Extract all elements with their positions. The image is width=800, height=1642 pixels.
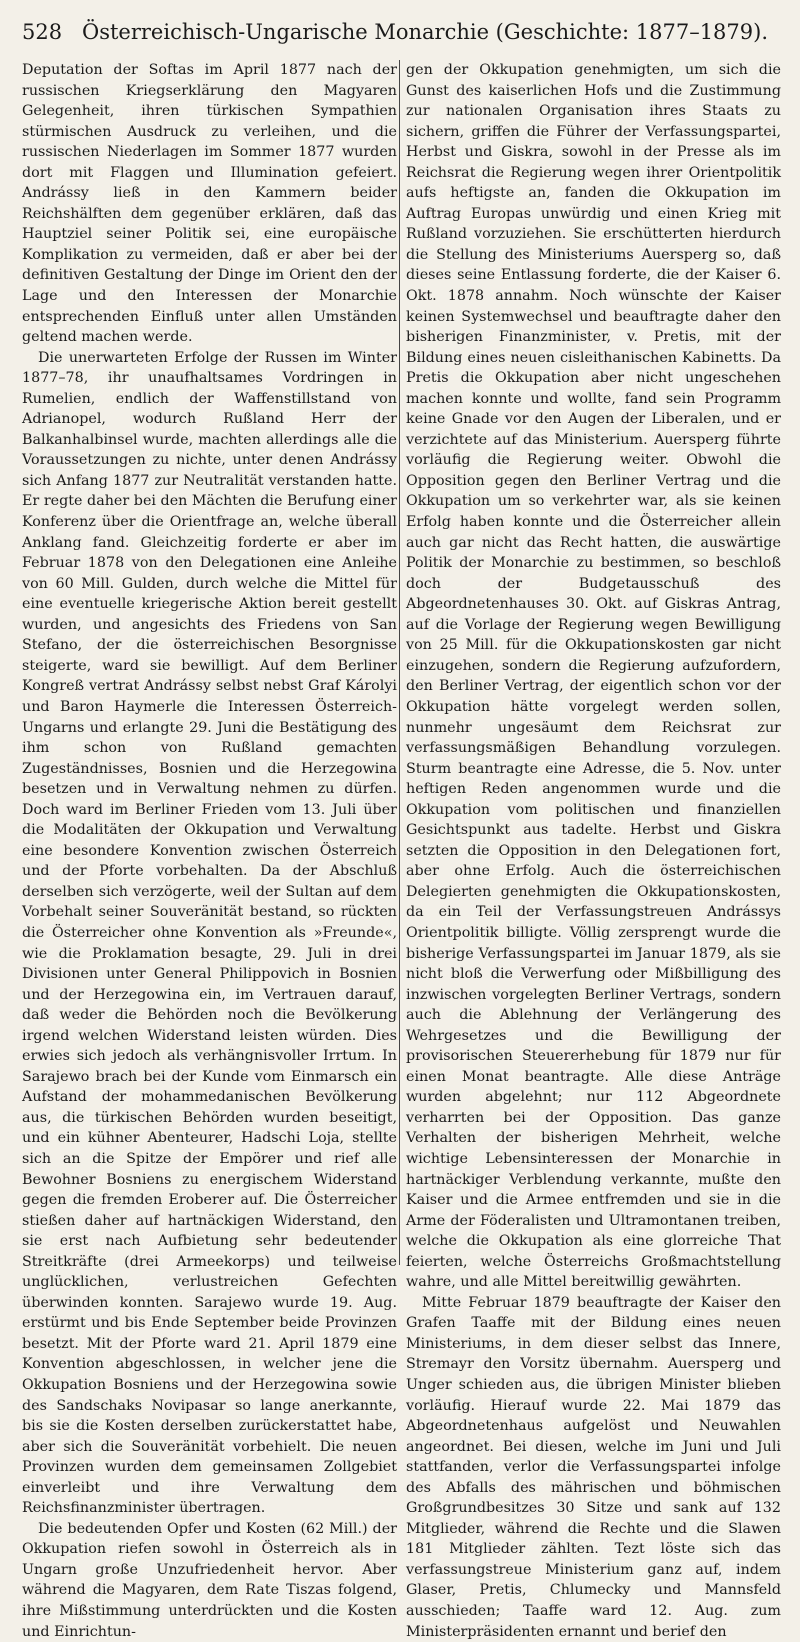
right-column (406, 60, 781, 1640)
paragraph: Mitte Februar 1879 beauftragte der Kaiser den Grafen Taaffe mit der Bildung eines neuen Ministeriums, in dem dieser selbst das Innere, Stremayr den Vorsitz übernahm. Auersperg und Unger schieden aus, die übrigen Minister blieben vorläufig. Hierauf wurde 22. Mai 1879 das Abgeordnetenhaus aufgelöst und Neuwahlen angeordnet. Bei diesen, welche im Juni und Juli stattfanden, verlor die Verfassungspartei infolge des Abfalls des mährischen und böhmischen Großgrundbesitzes 30 Sitze und sank auf 132 Mitglieder, während die Rechte und die Slawen 181 Mitglieder zählten. Tezt löste sich das verfassungstreue Ministerium ganz auf, indem Glaser, Pretis, Chlumecky und Mannsfeld ausschieden; Taaffe ward 12. Aug. zum Ministerpräsidenten ernannt und berief den (406, 1294, 781, 1640)
paragraph: Deputation der Softas im April 1877 nach der russischen Kriegserklärung den Magyaren Gelegenheit, ihren türkischen Sympathien stürmischen Ausdruck zu verleihen, und die russischen Niederlagen im Sommer 1877 wurden dort mit Flaggen und Illumination gefeiert. Andrássy ließ in den Kammern beider Reichshälften dem gegenüber erklären, daß das Hauptziel seiner Politik sei, eine europäische Komplikation zu vermeiden, daß er aber bei der definitiven Gestaltung der Dinge im Orient den der Lage und den Interessen der Monarchie entsprechenden Einfluß unter allen Umständen geltend machen werde. (22, 62, 397, 346)
paragraph: Die bedeutenden Opfer und Kosten (62 Mill.) der Okkupation riefen sowohl in Österreich als in Ungarn große Unzufriedenheit hervor. Aber während die Magyaren, dem Rate Tiszas folgend, ihre Mißstimmung unterdrückten und die Kosten und Einrichtun- (22, 1520, 397, 1640)
running-title: Österreichisch-Ungarische Monarchie (Geschichte: 1877–1879). (81, 20, 769, 44)
page-header (22, 14, 778, 50)
column-divider (399, 60, 400, 1265)
paragraph: gen der Okkupation genehmigten, um sich die Gunst des kaiserlichen Hofs und die Zustimmung zur nationalen Organisation ihres Staats zu sichern, griffen die Führer der Verfassungspartei, Herbst und Giskra, sowohl in der Presse als im Reichsrat die Regierung wegen ihrer Orientpolitik aufs heftigste an, fanden die Okkupation im Auftrag Europas unwürdig und einen Krieg mit Rußland vorzuziehen. Sie erschütterten hierdurch die Stellung des Ministeriums Auersperg so, daß dieses seine Entlassung forderte, die der Kaiser 6. Okt. 1878 annahm. Noch wünschte der Kaiser keinen Systemwechsel und beauftragte daher den bisherigen Finanzminister, v. Pretis, mit der Bildung eines neuen cisleithanischen Kabinetts. Da Pretis die Okkupation aber nicht ungeschehen machen konnte und wollte, fand sein Programm keine Gnade vor den Augen der Liberalen, und er verzichtete auf das Ministerium. Auersperg führte vorläufig die Regierung weiter. Obwohl die Opposition gegen den Berliner Vertrag und die Okkupation um so verkehrter war, als sie keinen Erfolg haben konnte und die Österreicher allein auch gar nicht das Recht hatten, die auswärtige Politik der Monarchie zu bestimmen, so beschloß doch der Budgetausschuß des Abgeordnetenhauses 30. Okt. auf Giskras Antrag, auf die Vorlage der Regierung wegen Bewilligung von 25 Mill. für die Okkupationskosten gar nicht einzugehen, sondern die Regierung aufzufordern, den Berliner Vertrag, der eigentlich schon vor der Okkupation hätte vorgelegt werden sollen, nunmehr ungesäumt dem Reichsrat zur verfassungsmäßigen Behandlung vorzulegen. Sturm beantragte eine Adresse, die 5. Nov. unter heftigen Reden angenommen wurde und die Okkupation vom politischen und finanziellen Gesichtspunkt aus tadelte. Herbst und Giskra setzten die Opposition in den Delegationen fort, aber ohne Erfolg. Auch die österreichischen Delegierten genehmigten die Okkupationskosten, da ein Teil der Verfassungstreuen Andrássys Orientpolitik billigte. Völlig zersprengt wurde die bisherige Verfassungspartei im Januar 1879, als sie nicht bloß die Verwerfung oder Mißbilligung des inzwischen vorgelegten Berliner Vertrags, sondern auch die Ablehnung der Verlängerung des Wehrgesetzes und die Bewilligung der provisorischen Steuererhebung für 1879 nur für einen Monat beantragte. Alle diese Anträge wurden abgelehnt; nur 112 Abgeordnete verharrten bei der Opposition. Das ganze Verhalten der bisherigen Mehrheit, welche wichtige Lebensinteressen der Monarchie in hartnäckiger Verblendung verkannte, mußte den Kaiser und die Armee entfremden und sie in die Arme der Föderalisten und Ultramontanen treiben, welche die Okkupation als eine glorreiche That feierten, welche Österreichs Großmachtstellung wahre, und alle Mittel bereitwillig gewährten. (406, 62, 781, 1291)
left-column (22, 60, 397, 1640)
paragraph: Die unerwarteten Erfolge der Russen im Winter 1877–78, ihr unaufhaltsames Vordringen in Rumelien, endlich der Waffenstillstand von Adrianopel, wodurch Rußland Herr der Balkanhalbinsel wurde, machten allerdings alle die Voraussetzungen zu nichte, unter denen Andrássy sich Anfang 1877 zur Neutralität verstanden hatte. Er regte daher bei den Mächten die Berufung einer Konferenz über die Orientfrage an, welche überall Anklang fand. Gleichzeitig forderte er aber im Februar 1878 von den Delegationen eine Anleihe von 60 Mill. Gulden, durch welche die Mittel für eine eventuelle kriegerische Aktion bereit gestellt wurden, und angesichts des Friedens von San Stefano, der die österreichischen Besorgnisse steigerte, ward sie bewilligt. Auf dem Berliner Kongreß vertrat Andrássy selbst nebst Graf Károlyi und Baron Haymerle die Interessen Österreich-Ungarns und erlangte 29. Juni die Bestätigung des ihm schon von Rußland gemachten Zugeständnisses, Bosnien und die Herzegowina besetzen und in Verwaltung nehmen zu dürfen. Doch ward im Berliner Frieden vom 13. Juli über die Modalitäten der Okkupation und Verwaltung eine besondere Konvention zwischen Österreich und der Pforte vorbehalten. Da der Abschluß derselben sich verzögerte, weil der Sultan auf dem Vorbehalt seiner Souveränität bestand, so rückten die Österreicher ohne Konvention als »Freunde«, wie die Proklamation besagte, 29. Juli in drei Divisionen unter General Philippovich in Bosnien und der Herzegowina ein, im Vertrauen darauf, daß weder die Behörden noch die Bevölkerung irgend welchen Widerstand leisten würden. Dies erwies sich jedoch als verhängnisvoller Irrtum. In Sarajewo brach bei der Kunde vom Einmarsch ein Aufstand der mohammedanischen Bevölkerung aus, die türkischen Behörden wurden beseitigt, und ein kühner Abenteurer, Hadschi Loja, stellte sich an die Spitze der Empörer und rief alle Bewohner Bosniens zu energischem Widerstand gegen die fremden Eroberer auf. Die Österreicher stießen daher auf hartnäckigen Widerstand, den sie erst nach Aufbietung sehr bedeutender Streitkräfte (drei Armeekorps) und teilweise unglücklichen, verlustreichen Gefechten überwinden konnten. Sarajewo wurde 19. Aug. erstürmt und bis Ende September beide Provinzen besetzt. Mit der Pforte ward 21. April 1879 eine Konvention abgeschlossen, in welcher jene die Okkupation Bosniens und der Herzegowina sowie des Sandschaks Novipasar so lange anerkannte, bis sie die Kosten derselben zurückerstattet habe, aber sich die Souveränität vorbehielt. Die neuen Provinzen wurden dem gemeinsamen Zollgebiet einverleibt und ihre Verwaltung dem Reichsfinanzminister übertragen. (22, 349, 397, 1517)
page-number: 528 (22, 20, 63, 44)
